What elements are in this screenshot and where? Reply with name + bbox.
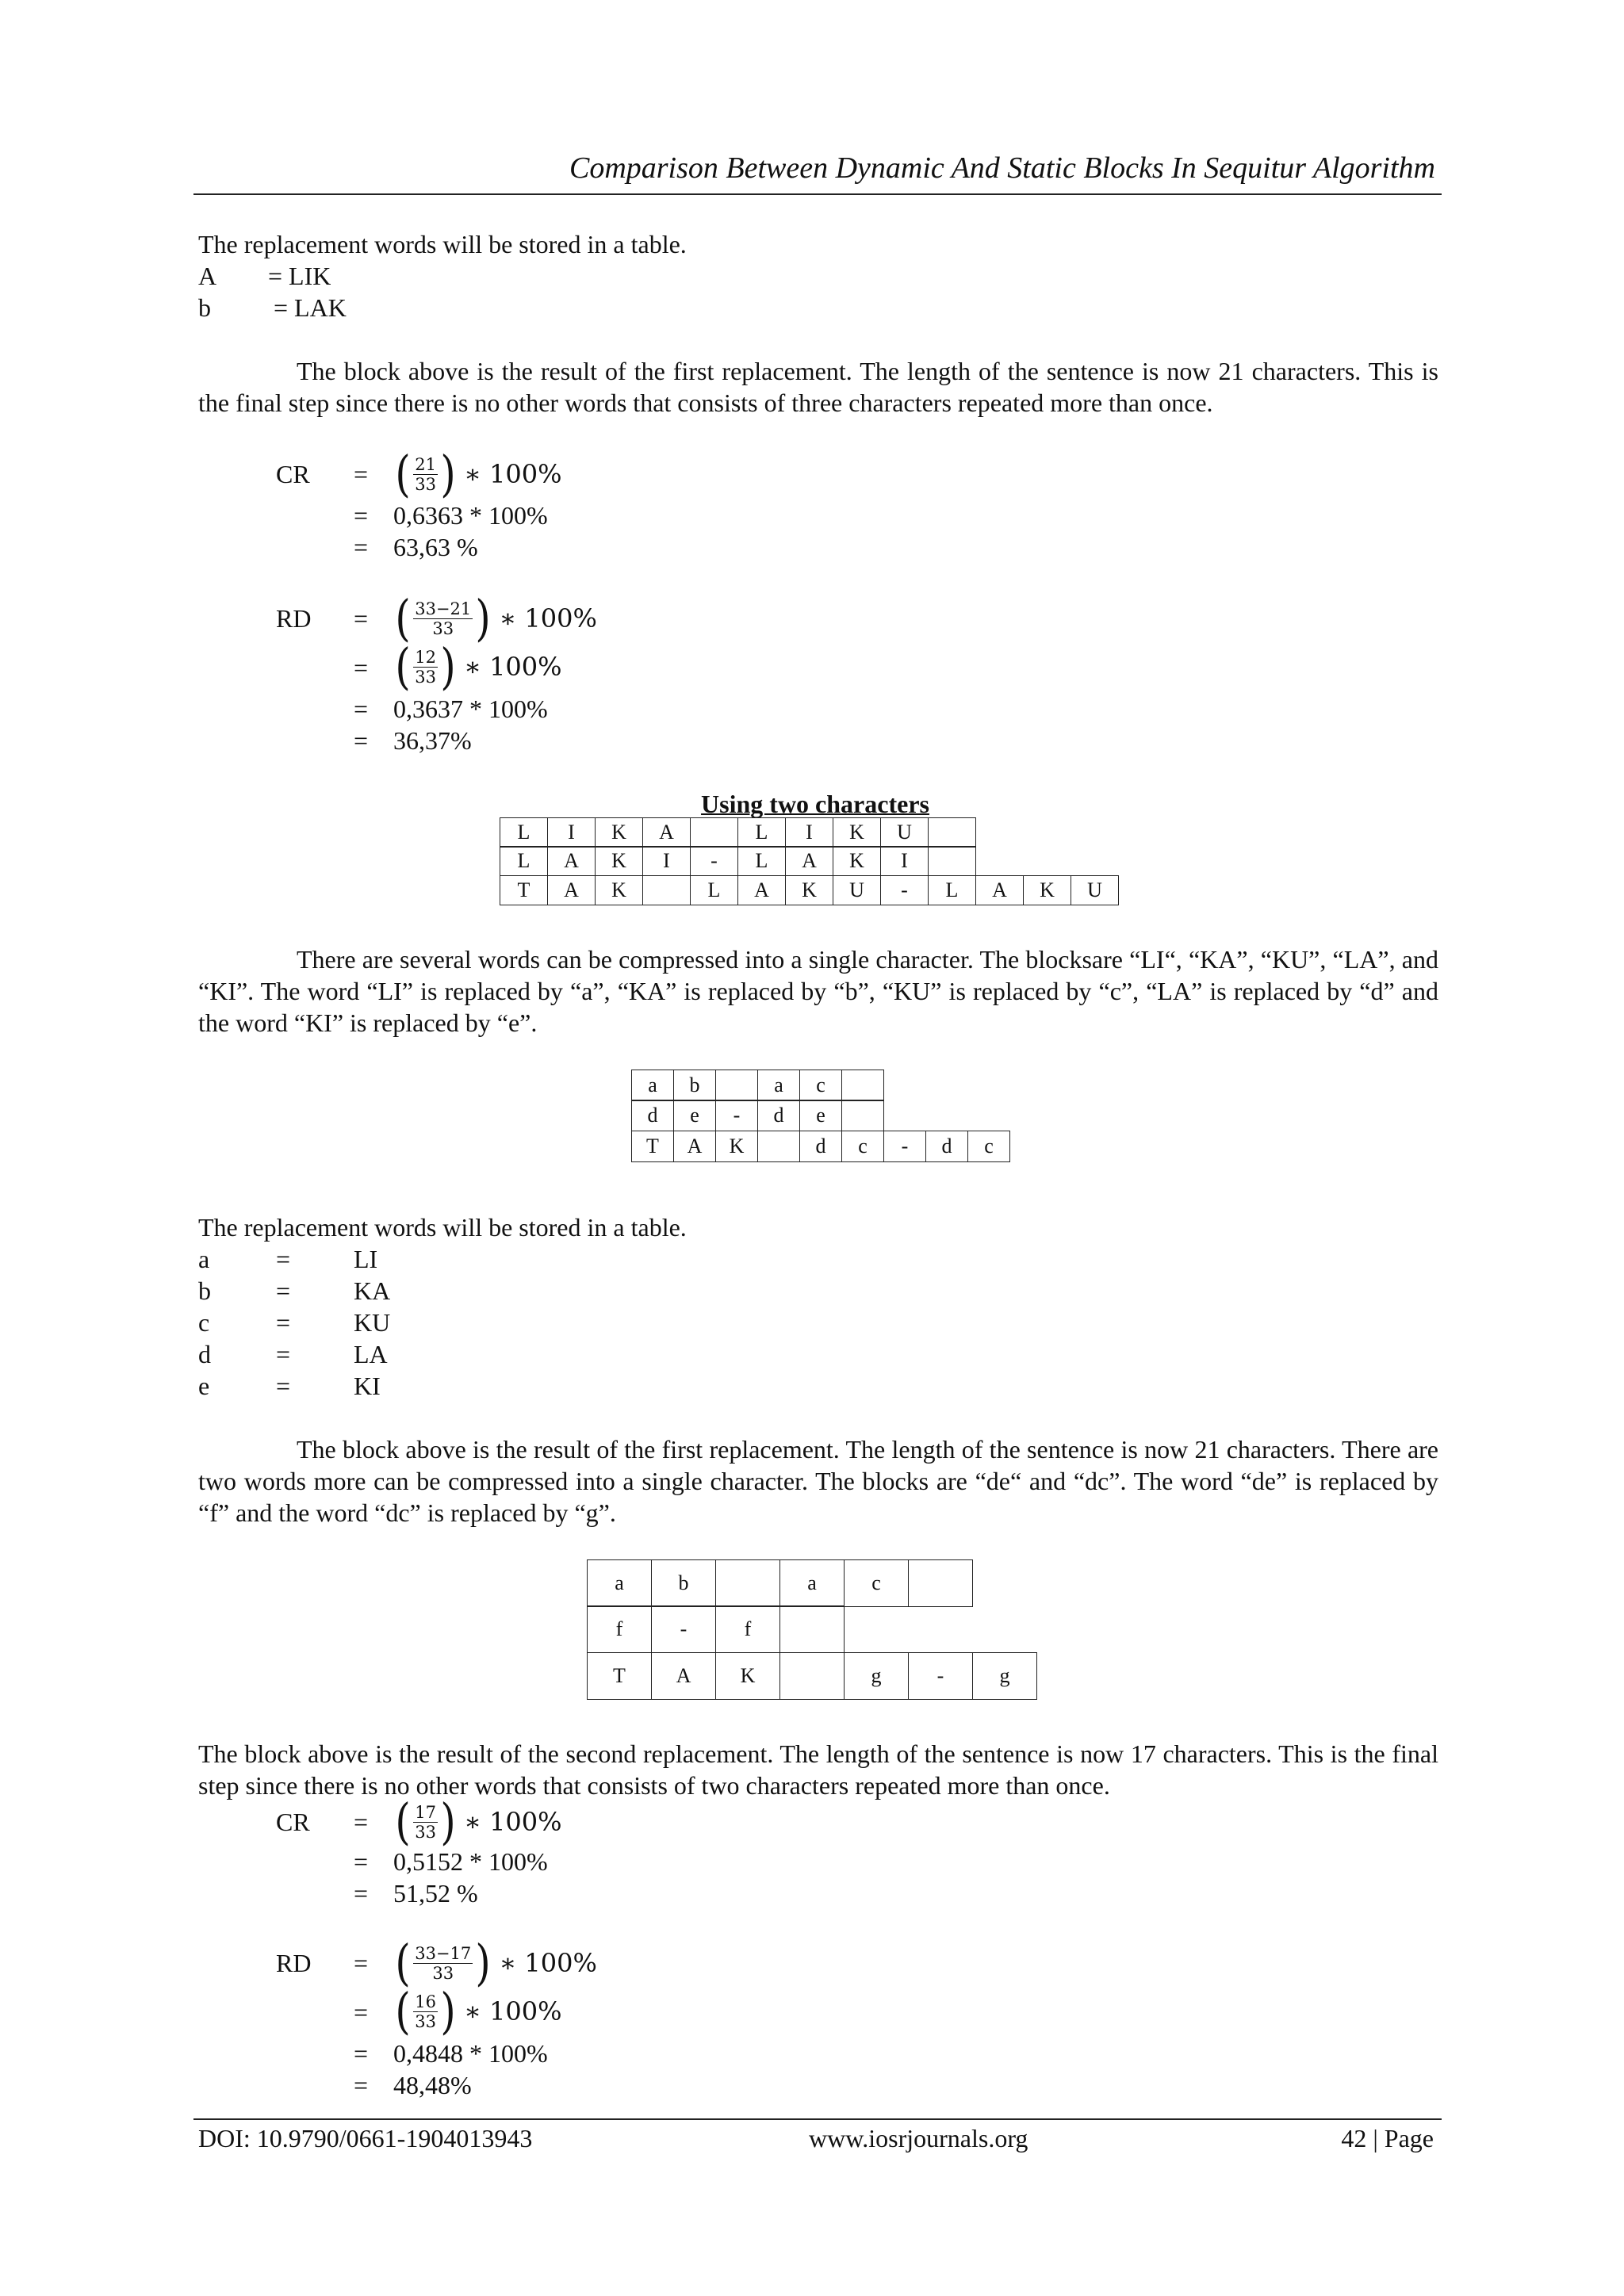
- footer-site[interactable]: www.iosrjournals.org: [809, 2124, 1028, 2152]
- table-cell: K: [596, 817, 643, 847]
- replacement-key: b: [198, 293, 211, 322]
- table-cell: L: [691, 875, 738, 905]
- table-cell: [929, 847, 976, 876]
- table-cell: a: [758, 1070, 800, 1100]
- header-rule: [193, 193, 1442, 195]
- table-cell: K: [833, 817, 881, 847]
- eq-sign: =: [354, 1847, 369, 1876]
- table-cell: A: [738, 875, 786, 905]
- table-row: [500, 847, 976, 876]
- replacement-val: KA: [354, 1276, 391, 1305]
- eq-sign: =: [354, 695, 369, 723]
- replacement-key: e: [198, 1372, 210, 1400]
- rd-label: RD: [276, 604, 312, 633]
- cr-step: 0,5152 * 100%: [393, 1847, 548, 1876]
- table-cell: -: [652, 1606, 716, 1653]
- section2-intro: The replacement words will be stored in a table.: [198, 1213, 687, 1242]
- eq-sign: =: [354, 653, 369, 682]
- replacement-val: KU: [354, 1308, 391, 1337]
- rd-label: RD: [276, 1949, 312, 1977]
- table-cell: T: [632, 1131, 674, 1161]
- table-cell: A: [643, 817, 691, 847]
- table-cell: c: [842, 1131, 884, 1161]
- table-cell: [716, 1559, 780, 1606]
- eq-sign: =: [354, 726, 369, 755]
- eq-sign: =: [354, 533, 369, 561]
- table-cell: -: [716, 1100, 758, 1131]
- replacement-eq: =: [276, 1372, 291, 1400]
- section1-paragraph: The block above is the result of the first replacement. The length of the sentence is now 21 characters. This is the final step since there is no other words that consists of three characters repeated more than once.: [198, 357, 1438, 417]
- replacement-key: d: [198, 1340, 211, 1368]
- table-cell: K: [716, 1652, 780, 1699]
- table-cell: [909, 1559, 973, 1606]
- cr-result: 63,63 %: [393, 533, 478, 561]
- table-cell: K: [716, 1131, 758, 1161]
- block-row: [587, 1652, 1037, 1700]
- table-cell: T: [500, 875, 548, 905]
- block-row: [500, 846, 976, 876]
- table-cell: K: [786, 875, 833, 905]
- section2-paragraph3: The block above is the result of the second replacement. The length of the sentence is now 17 characters. This is the final step since there is no other words that consists of two characters repeated more than once.: [198, 1739, 1438, 1800]
- table-cell: e: [674, 1100, 716, 1131]
- table-cell: f: [588, 1606, 652, 1653]
- eq-sign: =: [354, 2039, 369, 2068]
- table-row: [588, 1652, 1037, 1699]
- table-cell: [842, 1070, 884, 1100]
- block-table-3: [587, 1560, 1037, 1700]
- table-cell: [780, 1606, 845, 1653]
- table-cell: d: [926, 1131, 968, 1161]
- block-row: [500, 817, 976, 848]
- table-cell: d: [800, 1131, 842, 1161]
- footer-rule: [193, 2118, 1442, 2120]
- block-table-1: [500, 818, 1119, 905]
- rd-step: 0,3637 * 100%: [393, 695, 548, 723]
- eq-sign: =: [354, 460, 369, 488]
- table-cell: L: [738, 847, 786, 876]
- table-row: [588, 1559, 973, 1606]
- cr-label: CR: [276, 460, 310, 488]
- table-cell: [780, 1652, 845, 1699]
- replacement-val: LA: [354, 1340, 388, 1368]
- table-cell: T: [588, 1652, 652, 1699]
- eq-sign: =: [354, 1808, 369, 1836]
- table-row: [632, 1131, 1010, 1161]
- section1-intro: The replacement words will be stored in a table.: [198, 230, 687, 258]
- table-cell: U: [833, 875, 881, 905]
- table-row: [500, 817, 976, 847]
- eq-sign: =: [354, 1949, 369, 1977]
- table-cell: K: [596, 847, 643, 876]
- rd-step: 0,4848 * 100%: [393, 2039, 548, 2068]
- replacement-key: A: [198, 262, 217, 290]
- rd-formula: ( $\frac{33-21}{33}$ ) ∗ 100%: [395, 589, 597, 647]
- table-cell: d: [632, 1100, 674, 1131]
- running-header: Comparison Between Dynamic And Static Blocks In Sequitur Algorithm: [569, 151, 1435, 185]
- replacement-key: b: [198, 1276, 211, 1305]
- table-cell: -: [884, 1131, 926, 1161]
- table-cell: c: [800, 1070, 842, 1100]
- table-cell: U: [881, 817, 929, 847]
- block-row: [587, 1559, 973, 1607]
- block-row: [631, 1131, 1010, 1162]
- table-cell: K: [596, 875, 643, 905]
- table-cell: -: [881, 875, 929, 905]
- table-cell: I: [786, 817, 833, 847]
- replacement-eq: =: [276, 1340, 291, 1368]
- table-cell: a: [780, 1559, 845, 1606]
- table-cell: A: [652, 1652, 716, 1699]
- replacement-value: = LAK: [274, 293, 347, 322]
- table-cell: A: [674, 1131, 716, 1161]
- table-cell: b: [674, 1070, 716, 1100]
- rd-formula-simplified: ( $\frac{16}{33}$ ) ∗ 100%: [395, 1982, 562, 2040]
- table-cell: A: [976, 875, 1024, 905]
- table-row: [632, 1070, 884, 1100]
- table-cell: [691, 817, 738, 847]
- footer-doi: DOI: 10.9790/0661-1904013943: [198, 2124, 533, 2152]
- cr-formula: ( $\frac{17}{33}$ ) ∗ 100%: [395, 1793, 562, 1850]
- block-row: [587, 1605, 845, 1653]
- table-row: [632, 1100, 884, 1131]
- table-cell: K: [1024, 875, 1071, 905]
- rd-formula: ( $\frac{33-17}{33}$ ) ∗ 100%: [395, 1934, 597, 1992]
- eq-sign: =: [354, 604, 369, 633]
- replacement-value: = LIK: [268, 262, 331, 290]
- table-cell: A: [548, 847, 596, 876]
- section2-paragraph: There are several words can be compressed into a single character. The blocksare “LI“, “KA”, “KU”, “LA”, and “KI”. The word “LI” is replaced by “a”, “KA” is replaced by “b”, “KU” is replaced by “c”, “LA” is replaced by “d” and the word “KI” is replaced by “e”.: [198, 945, 1438, 1037]
- cr-result: 51,52 %: [393, 1879, 478, 1908]
- block-row: [500, 875, 1119, 905]
- table-cell: A: [548, 875, 596, 905]
- cr-formula: ( $\frac{21}{33}$ ) ∗ 100%: [395, 445, 562, 503]
- eq-sign: =: [354, 1879, 369, 1908]
- table-cell: e: [800, 1100, 842, 1131]
- table-row: [500, 875, 1119, 905]
- replacement-key: c: [198, 1308, 210, 1337]
- rd-formula-simplified: ( $\frac{12}{33}$ ) ∗ 100%: [395, 637, 562, 695]
- block-row: [631, 1070, 884, 1101]
- replacement-key: a: [198, 1245, 210, 1273]
- rd-result: 36,37%: [393, 726, 472, 755]
- table-cell: a: [588, 1559, 652, 1606]
- table-cell: L: [929, 875, 976, 905]
- table-cell: L: [738, 817, 786, 847]
- table-cell: -: [909, 1652, 973, 1699]
- table-cell: K: [833, 847, 881, 876]
- replacement-eq: =: [276, 1276, 291, 1305]
- table-cell: I: [881, 847, 929, 876]
- table-cell: f: [716, 1606, 780, 1653]
- table-cell: -: [691, 847, 738, 876]
- replacement-val: KI: [354, 1372, 381, 1400]
- table-cell: U: [1071, 875, 1119, 905]
- table-cell: c: [968, 1131, 1010, 1161]
- table-cell: [758, 1131, 800, 1161]
- table-cell: d: [758, 1100, 800, 1131]
- footer-page: 42 | Page: [1341, 2124, 1434, 2152]
- cr-step: 0,6363 * 100%: [393, 501, 548, 530]
- table-cell: g: [845, 1652, 909, 1699]
- table-cell: g: [973, 1652, 1037, 1699]
- eq-sign: =: [354, 2071, 369, 2099]
- cr-label: CR: [276, 1808, 310, 1836]
- table-cell: c: [845, 1559, 909, 1606]
- table-cell: A: [786, 847, 833, 876]
- table-cell: [842, 1100, 884, 1131]
- replacement-eq: =: [276, 1245, 291, 1273]
- table-caption: Using two characters: [701, 790, 929, 818]
- table-row: [588, 1606, 845, 1653]
- block-table-2: [631, 1070, 1010, 1162]
- table-cell: I: [643, 847, 691, 876]
- section2-paragraph2: The block above is the result of the first replacement. The length of the sentence is now 21 characters. There are two words more can be compressed into a single character. The blocks are “de“ and “dc”. The word “de” is replaced by “f” and the word “dc” is replaced by “g”.: [198, 1435, 1438, 1527]
- table-cell: [643, 875, 691, 905]
- block-row: [631, 1100, 884, 1131]
- table-cell: b: [652, 1559, 716, 1606]
- replacement-val: LI: [354, 1245, 378, 1273]
- table-cell: [716, 1070, 758, 1100]
- table-cell: a: [632, 1070, 674, 1100]
- table-cell: L: [500, 817, 548, 847]
- rd-result: 48,48%: [393, 2071, 472, 2099]
- table-cell: L: [500, 847, 548, 876]
- eq-sign: =: [354, 1998, 369, 2026]
- eq-sign: =: [354, 501, 369, 530]
- table-cell: I: [548, 817, 596, 847]
- replacement-eq: =: [276, 1308, 291, 1337]
- table-cell: [929, 817, 976, 847]
